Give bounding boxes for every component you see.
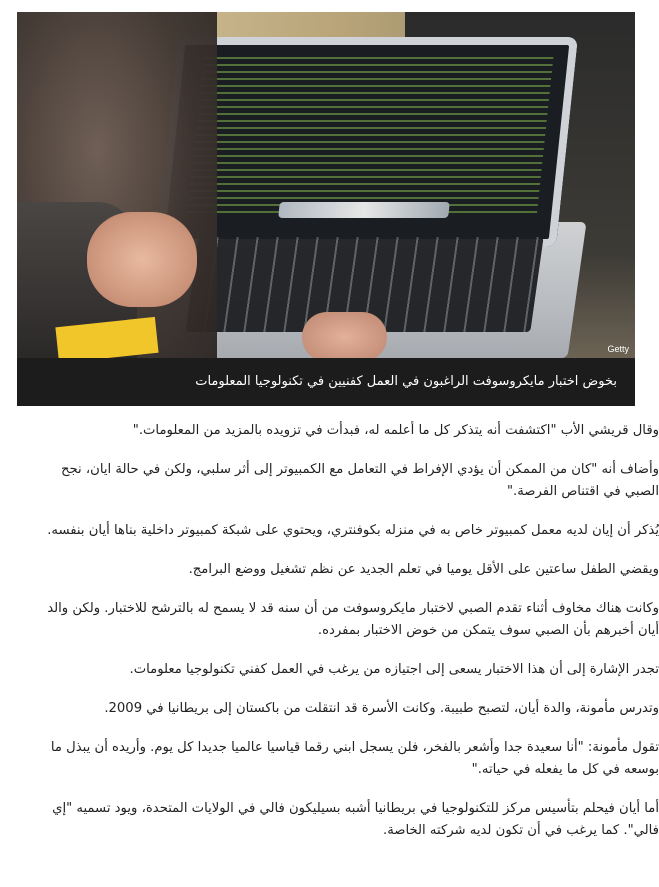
paragraph: وقال قريشي الأب "اكتشفت أنه يتذكر كل ما أعلمه له، فبدأت في تزويده بالمزيد من المعلومات." bbox=[132, 423, 659, 438]
code-on-screen bbox=[187, 57, 554, 217]
paragraph: تجدر الإشارة إلى أن هذا الاختبار يسعى إلى اجتيازه من يرغب في العمل كفني تكنولوجيا معلومات. bbox=[129, 662, 659, 677]
paragraph: ويقضي الطفل ساعتين على الأقل يوميا في تعلم الجديد عن نظم تشغيل ووضع البرامج. bbox=[188, 562, 659, 577]
laptop-photo bbox=[17, 12, 635, 358]
person-hand-left bbox=[87, 212, 197, 307]
person-hand-right bbox=[302, 312, 387, 358]
photo-credit: Getty bbox=[607, 344, 629, 354]
figure-caption: بخوض اختبار مايكروسوفت الراغبون في العمل كفنيين في تكنولوجيا المعلومات bbox=[17, 358, 635, 406]
paragraph: أما أيان فيحلم بتأسيس مركز للتكنولوجيا في بريطانيا أشبه بسيليكون فالي في الولايات المتحدة، ويود تسميه "إي فالي". كما يرغب في أن تكون لديه شركته الخاصة. bbox=[52, 801, 659, 838]
article-body bbox=[37, 420, 659, 842]
paragraph: وأضاف أنه "كان من الممكن أن يؤدي الإفراط في التعامل مع الكمبيوتر إلى أثر سلبي، ولكن في حالة ايان، نجح الصبي في اقتناص الفرصة." bbox=[61, 462, 659, 499]
screen-dock bbox=[278, 202, 450, 218]
paragraph: وتدرس مأمونة، والدة أيان، لتصبح طبيبة. وكانت الأسرة قد انتقلت من باكستان إلى بريطانيا في 2009. bbox=[104, 701, 659, 716]
article-figure bbox=[17, 12, 635, 406]
paragraph: وكانت هناك مخاوف أثناء تقدم الصبي لاختبار مايكروسوفت من أن سنه قد لا يسمح له بالترشح للاختبار. ولكن والد أيان أخبرهم بأن الصبي سوف يتمكن من خوض الاختبار بمفرده. bbox=[47, 601, 659, 638]
paragraph: تقول مأمونة: "أنا سعيدة جدا وأشعر بالفخر، فلن يسجل ابني رقما قياسيا عالميا جديدا كل يوم. وأريده أن يبذل ما بوسعه في كل ما يفعله في حياته." bbox=[50, 740, 659, 777]
paragraph: يُذكر أن إيان لديه معمل كمبيوتر خاص به في منزله بكوفنتري، ويحتوي على شبكة كمبيوتر داخلية بناها أيان بنفسه. bbox=[47, 523, 659, 538]
